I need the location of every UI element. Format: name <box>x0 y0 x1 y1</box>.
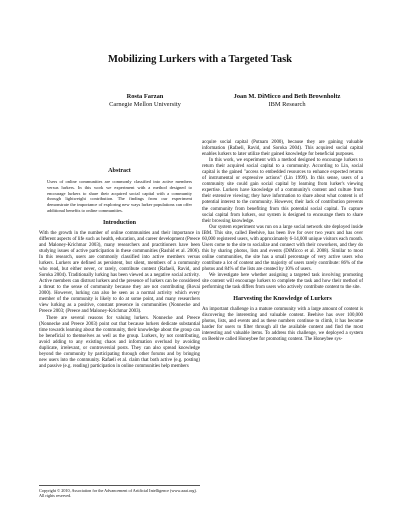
author-block-1 <box>90 93 200 109</box>
right-paragraph-4: We investigate here whether assigning a targeted task involving promoting site content will encourage lurkers to complete the task and how their method of performing the task differs from users who actively contribute content to the site. <box>202 273 363 291</box>
author-affiliation: Carnegie Mellon University <box>109 101 181 108</box>
abstract-heading: Abstract <box>108 168 131 174</box>
right-paragraph-3: Our system experiment was run on a large social network site deployed inside IBM. This site, called Beehive, has been live for over two years and has over 60,000 registered users, with approximately 6-14,000 unique visitors each month. Users come to the site to socialize and connect with their coworkers, and they do this by sharing photos, lists and events (DiMicco et al. 2008). Similar to most online communities, the site has a small percentage of very active users who contribute a lot of content and the majority of users rarely contribute: 86% of the photos and 84% of the lists are created by 10% of users. <box>202 224 363 272</box>
right-paragraph-1: acquire social capital (Putnam 2000), because they are gaining valuable information (Rafaeli, Ravid, and Soroka 2004). This acquired social capital enables lurkers to later utilize their gained knowledge for beneficial purposes. <box>202 140 363 158</box>
abstract-text: Users of online communities are commonly classified into active members versus lurkers. In this work we experiment with a method designed to encourage lurkers to share their acquired social capital with a community through lightweight contribution. The findings from our experiment demonstrate the importance of exploring new ways lurker populations can offer additional benefits to online communities. <box>47 179 192 214</box>
right-column <box>202 140 363 344</box>
introduction-heading: Introduction <box>102 219 137 226</box>
intro-paragraph-2: There are several reasons for valuing lurkers. Nonnecke and Preece (Nonnecke and Preece 2003) point out that because lurkers dedicate substantial time towards learning about the community, their knowledge about the group can be beneficial to themselves as well as the group. Lurkers, by not contributing, avoid adding to any existing chaos and information overload by avoiding duplicate, irrelevant, or controversial posts. They can also spread knowledge beyond the community by participating through other forums and by bringing new users into the community. Rafaeli et al. claim that both active (e.g. posting) and passive (e.g. reading) participation in online communities help members <box>39 315 200 369</box>
harvesting-heading: Harvesting the Knowledge of Lurkers <box>233 296 332 303</box>
author-affiliation: IBM Research <box>268 101 306 108</box>
author-name: Rosta Farzan <box>126 93 164 100</box>
copyright-footnote: Copyright © 2010, Association for the Advancement of Artificial Intelligence (www.aaai.org). All rights reserved. <box>39 485 200 499</box>
right-paragraph-5: An important challenge in a mature community with a large amount of content is discovering the interesting and valuable content. Beehive has over 100,000 photos, lists, and events and as these numbers continue to climb, it has become harder for users to filter through all the available content and find the most interesting and valuable items. To address this challenge, we deployed a system on Beehive called Honeybee for promoting content. The Honeybee sys- <box>202 307 363 343</box>
intro-paragraph-1: With the growth in the number of online communities and their importance in different aspects of life such as health, education, and career development (Preece and Maloney-Krichmar 2003), many researchers and practitioners have been studying issues of active participation in these communities (Rashid et al. 2006). In this research, users are commonly classified into active members versus lurkers. Lurkers are defined as persistent, but silent, members of a community who read, but either never, or rarely, contribute content (Rafaeli, Ravid, and Soroka 2004). Traditionally lurking has been viewed as a negative social activity. Active members can distrust lurkers and the presence of lurkers can be considered a threat to the sense of community because they are not contributing (Rovai 2000). However, lurking can also be seen as a normal activity which every member of the community is likely to do at some point, and many researchers view lurking as a positive, constant presence in communities (Nonnecke and Preece 2003; (Preece and Maloney-Krichmar 2003). <box>39 230 200 315</box>
author-block-2 <box>212 93 362 109</box>
right-paragraph-2: In this work, we experiment with a method designed to encourage lurkers to return their acquired social capital to a community. According to Lin, social capital is the gained "access to embedded resources to enhance expected returns of instrumental or expressive actions" (Lin 1999). In this sense, users of a community site could gain social capital by learning from lurker's viewing expertise. Lurkers have knowledge of a community's content and culture from their extensive viewing; they have information to share about what content is of potential interest to the community. However, their lack of contribution prevents the community from benefiting from this potential social capital. To capture social capital from lurkers, our system is designed to encourage them to share their browsing knowledge. <box>202 158 363 224</box>
paper-title: Mobilizing Lurkers with a Targeted Task <box>107 54 293 65</box>
author-name: Joan M. DiMicco and Beth Brownholtz <box>233 93 341 100</box>
left-column <box>39 140 200 370</box>
